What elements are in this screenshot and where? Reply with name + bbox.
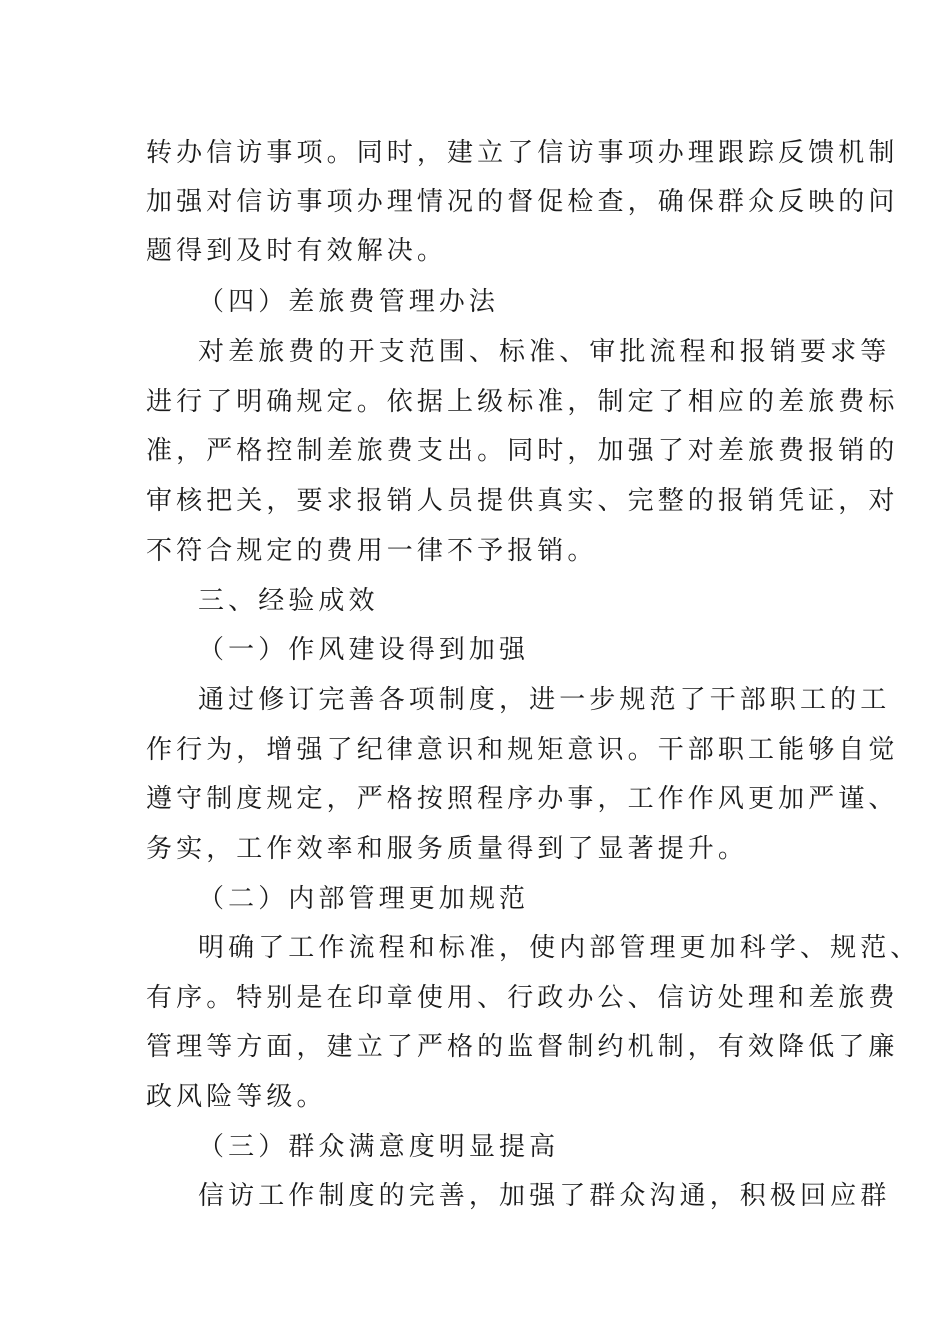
- paragraph-line: 遵守制度规定，严格按照程序办事，工作作风更加严谨、: [146, 784, 899, 814]
- section-heading: 三、经验成效: [198, 586, 379, 616]
- paragraph-line: 题得到及时有效解决。: [146, 236, 448, 266]
- paragraph-line: 准，严格控制差旅费支出。同时，加强了对差旅费报销的: [146, 436, 899, 466]
- section-heading: （三）群众满意度明显提高: [198, 1132, 560, 1162]
- paragraph-line: 有序。特别是在印章使用、行政办公、信访处理和差旅费: [146, 983, 899, 1013]
- paragraph-line: 对差旅费的开支范围、标准、审批流程和报销要求等: [198, 337, 891, 367]
- paragraph-line: 加强对信访事项办理情况的督促检查，确保群众反映的问: [146, 187, 899, 217]
- section-heading: （二）内部管理更加规范: [198, 884, 530, 914]
- paragraph-line: 审核把关，要求报销人员提供真实、完整的报销凭证，对: [146, 486, 899, 516]
- paragraph-line: 作行为，增强了纪律意识和规矩意识。干部职工能够自觉: [146, 735, 899, 765]
- paragraph-line: 不符合规定的费用一律不予报销。: [146, 536, 598, 566]
- paragraph-line: 通过修订完善各项制度，进一步规范了干部职工的工: [198, 685, 891, 715]
- paragraph-line: 务实，工作效率和服务质量得到了显著提升。: [146, 834, 749, 864]
- paragraph-line: 明确了工作流程和标准，使内部管理更加科学、规范、: [198, 933, 921, 963]
- section-heading: （一）作风建设得到加强: [198, 635, 530, 665]
- section-heading: （四）差旅费管理办法: [198, 287, 500, 317]
- paragraph-line: 政风险等级。: [146, 1082, 327, 1112]
- paragraph-line: 进行了明确规定。依据上级标准，制定了相应的差旅费标: [146, 387, 899, 417]
- paragraph-line: 管理等方面，建立了严格的监督制约机制，有效降低了廉: [146, 1032, 899, 1062]
- paragraph-line: 转办信访事项。同时，建立了信访事项办理跟踪反馈机制: [146, 138, 899, 168]
- paragraph-line: 信访工作制度的完善，加强了群众沟通，积极回应群: [198, 1181, 891, 1211]
